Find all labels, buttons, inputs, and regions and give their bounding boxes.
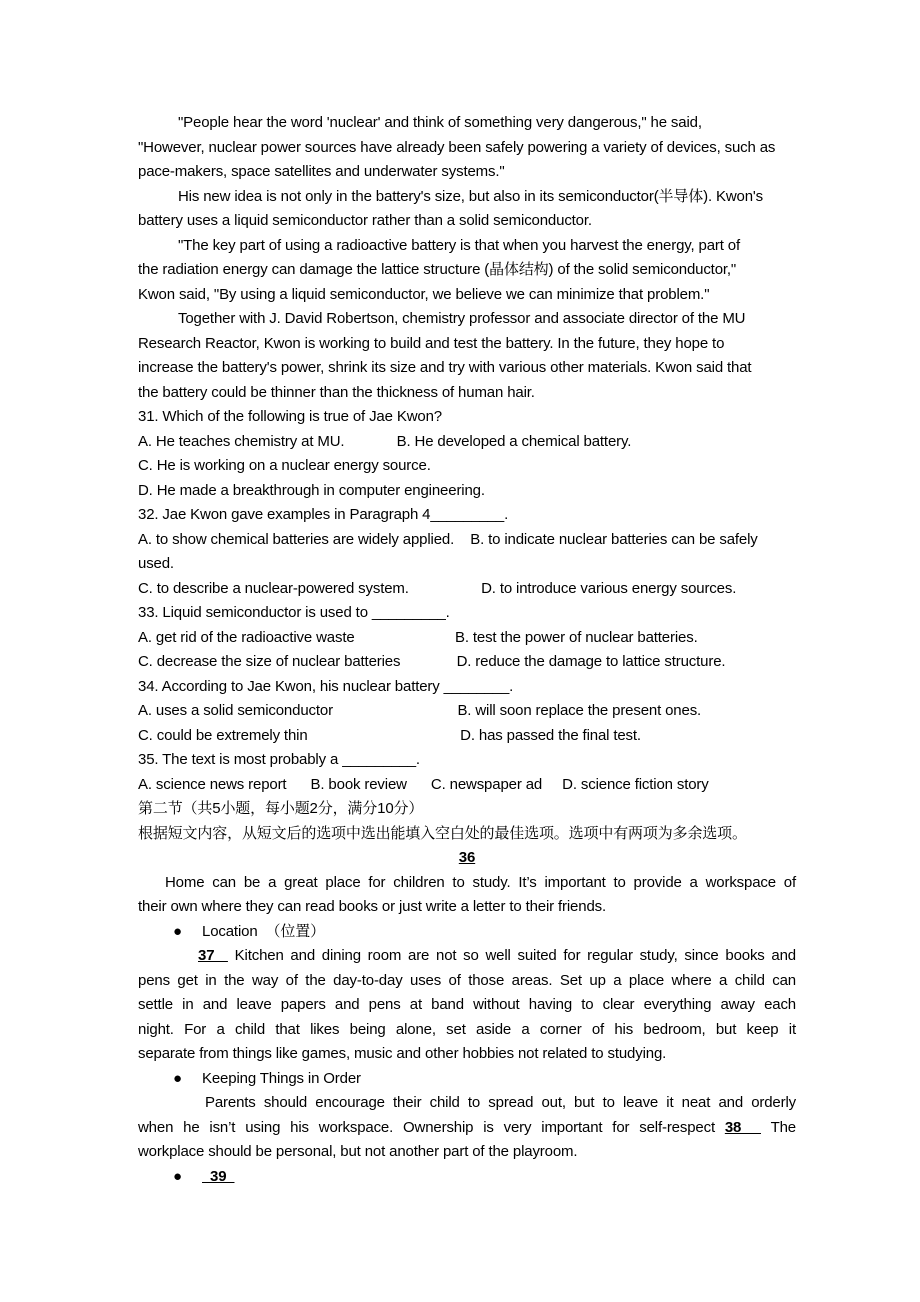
cloze-p3-l2 <box>138 1116 796 1141</box>
bullet-keeping-order <box>138 1067 796 1092</box>
text-run: the battery could be thinner than the thickness of human hair. <box>138 383 535 401</box>
text-run: Kwon said, "By using a liquid semiconductor, we believe we can minimize that problem." <box>138 285 710 303</box>
passage-p1-l1 <box>138 111 796 136</box>
text-run: 34. According to Jae Kwon, his nuclear battery ________. <box>138 677 514 695</box>
blank-36 <box>138 846 796 871</box>
text-run: C. decrease the size of nuclear batteries D. reduce the damage to lattice structure. <box>138 653 726 670</box>
cloze-p3-l3 <box>138 1140 796 1165</box>
options-34-ab <box>138 699 796 724</box>
passage-p3-l1 <box>138 234 796 259</box>
passage-p2-l1 <box>138 185 796 210</box>
bullet-icon: ● <box>173 1167 182 1185</box>
question-35 <box>138 748 796 773</box>
question-33 <box>138 601 796 626</box>
options-32-cd <box>138 577 796 602</box>
text-run: "People hear the word 'nuclear' and think of something very dangerous," he said, <box>178 114 702 131</box>
text-run: Home can be a great place for children to study. It’s important to provide a workspace of <box>165 873 796 891</box>
cloze-p3-l1 <box>138 1091 796 1116</box>
passage-p3-l3 <box>138 283 796 308</box>
cloze-intro-l1 <box>138 871 796 896</box>
text-run: Keeping Things in Order <box>181 1069 361 1087</box>
bullet-location <box>138 920 796 945</box>
options-35 <box>138 773 796 798</box>
options-34-cd <box>138 724 796 749</box>
blank-number: 36 <box>458 849 476 866</box>
section-2-instructions <box>138 822 796 847</box>
text-run: pace-makers, space satellites and underwater systems." <box>138 163 505 180</box>
option-31-c <box>138 454 796 479</box>
text-run: 35. The text is most probably a _________. <box>138 751 420 768</box>
options-33-ab <box>138 626 796 651</box>
cloze-intro-l2 <box>138 895 796 920</box>
text-run: 31. Which of the following is true of Jae Kwon? <box>138 408 442 425</box>
text-run: "The key part of using a radioactive battery is that when you harvest the energy, part of <box>178 236 741 254</box>
text-run: workplace should be personal, but not another part of the playroom. <box>138 1143 578 1160</box>
text-run: A. to show chemical batteries are widely applied. B. to indicate nuclear batteries can be safely <box>138 530 758 548</box>
text-run: C. could be extremely thin D. has passed the final test. <box>138 726 641 744</box>
text-run: C. He is working on a nuclear energy source. <box>138 457 431 474</box>
options-31-ab <box>138 430 796 455</box>
text-run: their own where they can read books or just write a letter to their friends. <box>138 898 606 915</box>
question-34 <box>138 675 796 700</box>
options-32-ab-cont <box>138 552 796 577</box>
text-run: The <box>760 1118 796 1136</box>
text-run: increase the battery's power, shrink its size and try with various other materials. Kwon said that <box>138 359 752 376</box>
document-page <box>138 111 796 1189</box>
text-run <box>182 1168 202 1185</box>
blank-number: 38 <box>724 1118 761 1136</box>
text-run: A. science news report B. book review C. newspaper ad D. science fiction story <box>138 775 709 793</box>
text-run: Research Reactor, Kwon is working to build and test the battery. In the future, they hope to <box>138 334 725 352</box>
text-run: 根据短文内容，从短文后的选项中选出能填入空白处的最佳选项。选项中有两项为多余选项。 <box>138 824 747 842</box>
text-run: 32. Jae Kwon gave examples in Paragraph 4_________. <box>138 506 509 523</box>
text-run: the radiation energy can damage the lattice structure (晶体结构) of the solid semiconductor," <box>138 261 737 278</box>
text-run: "However, nuclear power sources have already been safely powering a variety of devices, such as <box>138 138 776 156</box>
passage-p1-l2 <box>138 136 796 161</box>
cloze-p2-l1 <box>138 944 796 969</box>
question-32 <box>138 503 796 528</box>
text-run: A. uses a solid semiconductor B. will soon replace the present ones. <box>138 702 702 719</box>
bullet-icon: ● <box>173 1069 182 1087</box>
cloze-p2-l3 <box>138 993 796 1018</box>
text-run: Kitchen and dining room are not so well suited for regular study, since books and <box>227 947 796 964</box>
text-run: Parents should encourage their child to spread out, but to leave it neat and orderly <box>205 1094 796 1111</box>
text-run: settle in and leave papers and pens at band without having to clear everything away each <box>138 996 796 1013</box>
text-run: D. He made a breakthrough in computer engineering. <box>138 481 485 499</box>
passage-p4-l1 <box>138 307 796 332</box>
text-run: Location （位置） <box>181 922 325 940</box>
passage-p4-l3 <box>138 356 796 381</box>
text-run: C. to describe a nuclear-powered system. D. to introduce various energy sources. <box>138 579 737 597</box>
options-32-ab <box>138 528 796 553</box>
text-run: 33. Liquid semiconductor is used to _________. <box>138 604 450 621</box>
cloze-p2-l2 <box>138 969 796 994</box>
text-run: when he isn’t using his workspace. Ownership is very important for self-respect <box>138 1118 725 1136</box>
text-run: A. get rid of the radioactive waste B. test the power of nuclear batteries. <box>138 628 698 646</box>
text-run: night. For a child that likes being alone, set aside a corner of his bedroom, but keep it <box>138 1020 796 1038</box>
text-run: 第二节（共5小题，每小题2分，满分10分） <box>138 800 424 817</box>
passage-p4-l4 <box>138 381 796 406</box>
text-run: A. He teaches chemistry at MU. B. He developed a chemical battery. <box>138 432 632 450</box>
section-2-heading <box>138 797 796 822</box>
cloze-p2-l4 <box>138 1018 796 1043</box>
option-31-d <box>138 479 796 504</box>
text-run: Together with J. David Robertson, chemistry professor and associate director of the MU <box>178 310 746 327</box>
options-33-cd <box>138 650 796 675</box>
question-31 <box>138 405 796 430</box>
passage-p4-l2 <box>138 332 796 357</box>
text-run: battery uses a liquid semiconductor rather than a solid semiconductor. <box>138 212 592 229</box>
passage-p1-l3 <box>138 160 796 185</box>
text-run: separate from things like games, music and other hobbies not related to studying. <box>138 1045 667 1062</box>
bullet-icon: ● <box>173 922 182 940</box>
passage-p3-l2 <box>138 258 796 283</box>
text-run: His new idea is not only in the battery's size, but also in its semiconductor(半导体). Kwon's <box>178 187 763 205</box>
bullet-blank-39 <box>138 1165 796 1190</box>
blank-number: 37 <box>198 947 228 964</box>
blank-number: 39 <box>202 1167 235 1185</box>
text-run: used. <box>138 555 174 572</box>
text-run: pens get in the way of the day-to-day uses of those areas. Set up a place where a child can <box>138 971 796 989</box>
passage-p2-l2 <box>138 209 796 234</box>
cloze-p2-l5 <box>138 1042 796 1067</box>
